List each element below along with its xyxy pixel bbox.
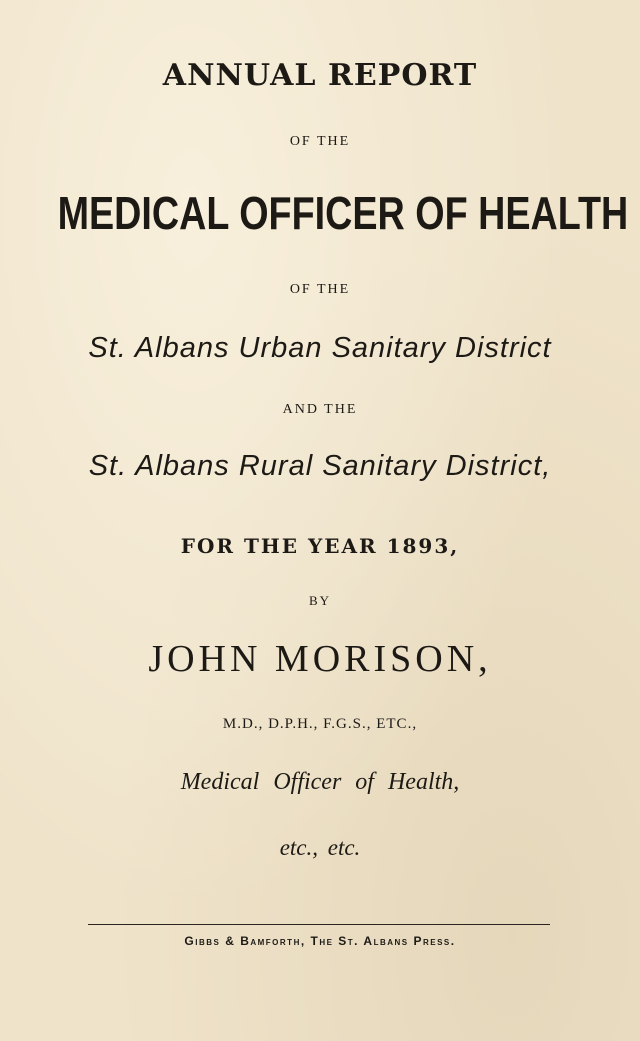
of-the-text: OF THE (289, 134, 351, 149)
urban-district: St. Albans Urban Sanitary District (88, 332, 552, 364)
year-line: FOR THE YEAR 1893, (180, 534, 460, 558)
author-office: Medical Officer of Health, (180, 769, 460, 795)
by-text: BY (308, 593, 332, 608)
author-name: JOHN MORISON, (148, 638, 492, 680)
printer-imprint: Gibbs & Bamforth, The St. Albans Press. (184, 934, 456, 948)
author-qualifications: M.D., D.P.H., F.G.S., ETC., (222, 716, 418, 732)
of-the-text-2: OF THE (289, 282, 351, 297)
report-title: ANNUAL REPORT (162, 58, 478, 93)
etc-text: etc., etc. (279, 835, 361, 860)
rural-district: St. Albans Rural Sanitary District, (88, 450, 552, 482)
divider-rule (88, 924, 550, 925)
main-heading: MEDICAL OFFICER OF HEALTH (57, 187, 629, 239)
and-the-text: AND THE (282, 402, 358, 417)
